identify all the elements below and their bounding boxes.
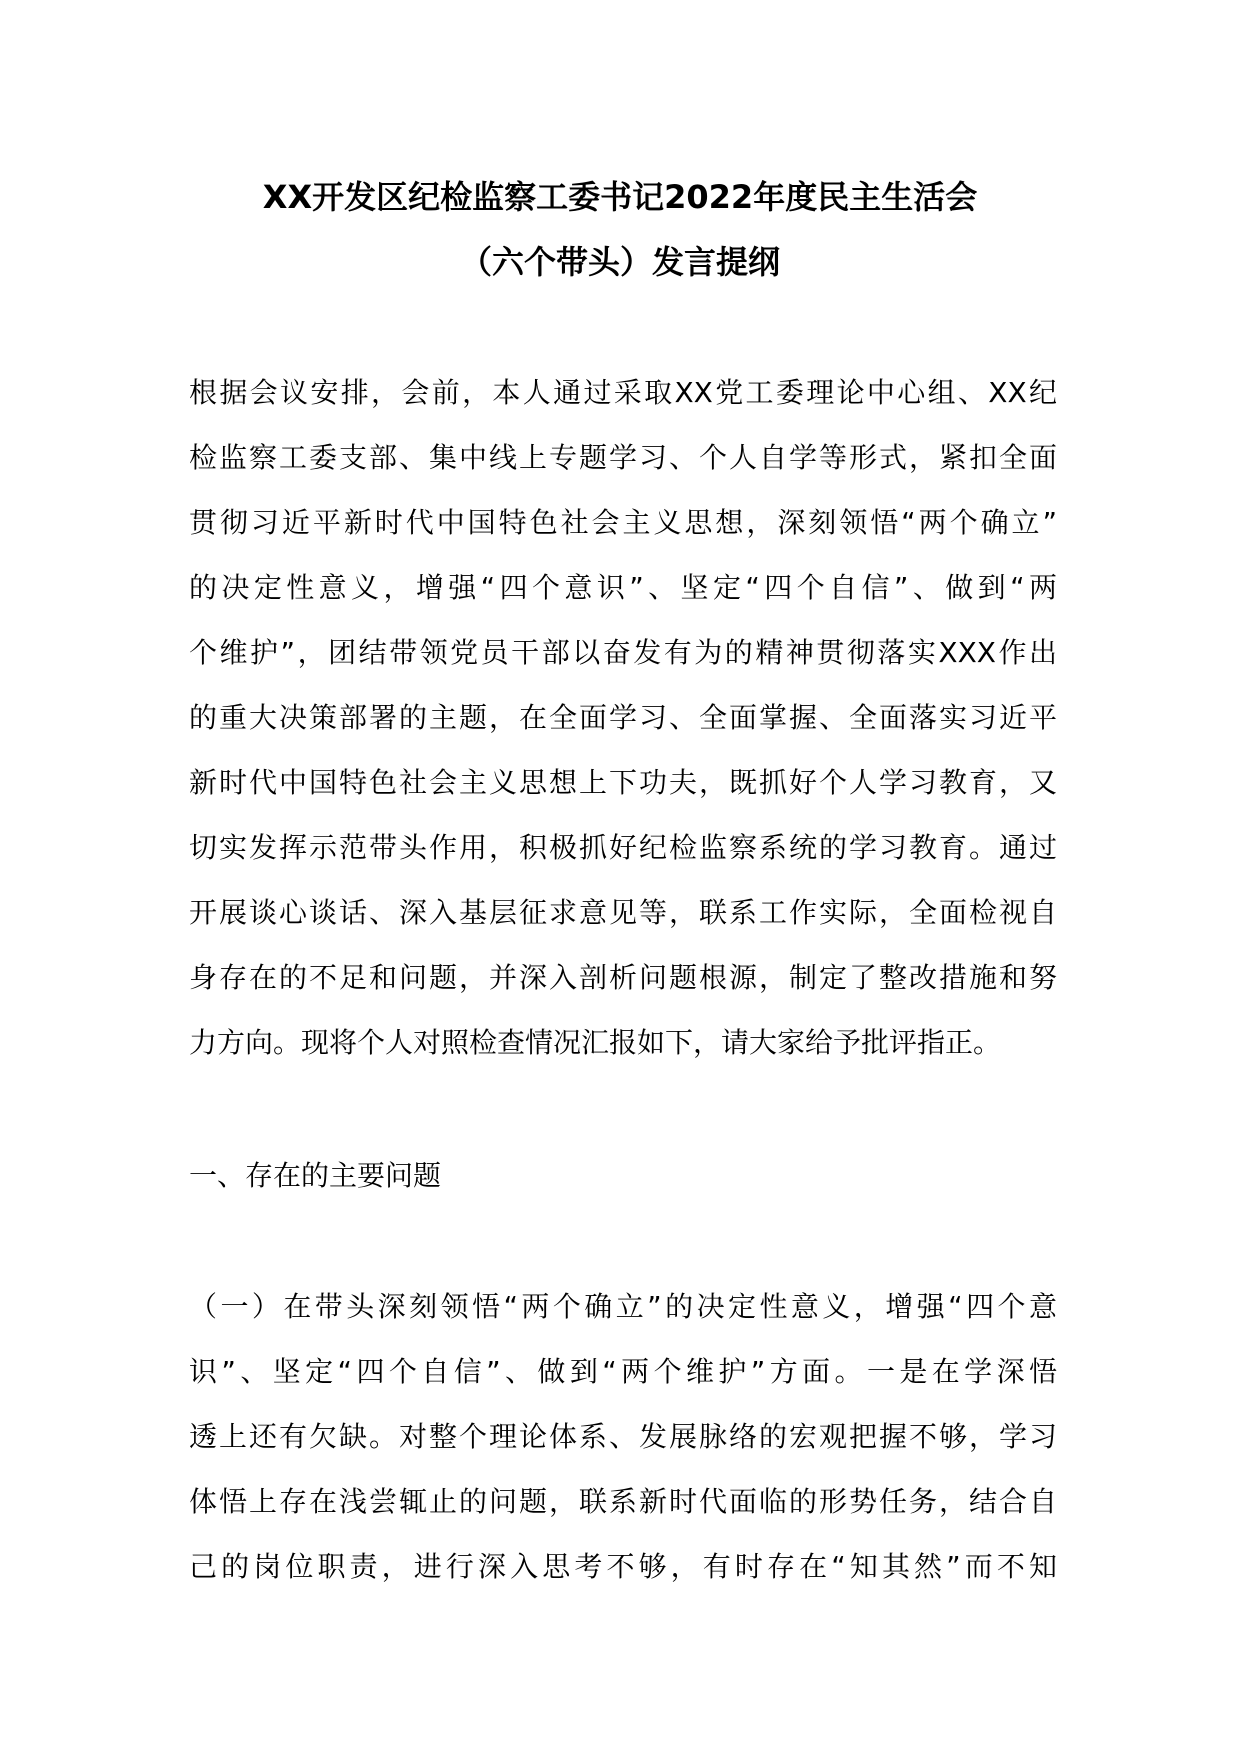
paragraph-line: 识”、坚定“四个自信”、做到“两个维护”方面。一是在学深悟 [189, 1355, 1057, 1388]
paragraph-line: 切实发挥示范带头作用，积极抓好纪检监察系统的学习教育。通过 [189, 831, 1057, 864]
document-title-line-1: XX开发区纪检监察工委书记2022年度民主生活会 [262, 178, 978, 216]
paragraph-line: 根据会议安排，会前，本人通过采取XX党工委理论中心组、XX纪 [189, 376, 1057, 409]
paragraph-line: 透上还有欠缺。对整个理论体系、发展脉络的宏观把握不够，学习 [189, 1420, 1057, 1453]
paragraph-line: 个维护”，团结带领党员干部以奋发有为的精神贯彻落实XXX作出 [189, 636, 1057, 669]
paragraph-line: 新时代中国特色社会主义思想上下功夫，既抓好个人学习教育，又 [189, 766, 1057, 799]
paragraph-line: 身存在的不足和问题，并深入剖析问题根源，制定了整改措施和努 [189, 961, 1057, 994]
paragraph-line: 力方向。现将个人对照检查情况汇报如下，请大家给予批评指正。 [189, 1026, 1002, 1059]
paragraph-line: （一）在带头深刻领悟“两个确立”的决定性意义，增强“四个意 [189, 1290, 1057, 1323]
paragraph-line: 体悟上存在浅尝辄止的问题，联系新时代面临的形势任务，结合自 [189, 1485, 1057, 1518]
document-title-line-2: （六个带头）发言提纲 [459, 243, 780, 281]
paragraph-line: 的决定性意义，增强“四个意识”、坚定“四个自信”、做到“两 [189, 571, 1057, 604]
paragraph-line: 己的岗位职责，进行深入思考不够，有时存在“知其然”而不知 [189, 1550, 1057, 1583]
paragraph-line: 检监察工委支部、集中线上专题学习、个人自学等形式，紧扣全面 [189, 441, 1057, 474]
paragraph-line: 开展谈心谈话、深入基层征求意见等，联系工作实际，全面检视自 [189, 896, 1057, 929]
paragraph-line: 贯彻习近平新时代中国特色社会主义思想，深刻领悟“两个确立” [189, 506, 1057, 539]
paragraph-line: 的重大决策部署的主题，在全面学习、全面掌握、全面落实习近平 [189, 701, 1057, 734]
section-heading: 一、存在的主要问题 [189, 1159, 442, 1192]
